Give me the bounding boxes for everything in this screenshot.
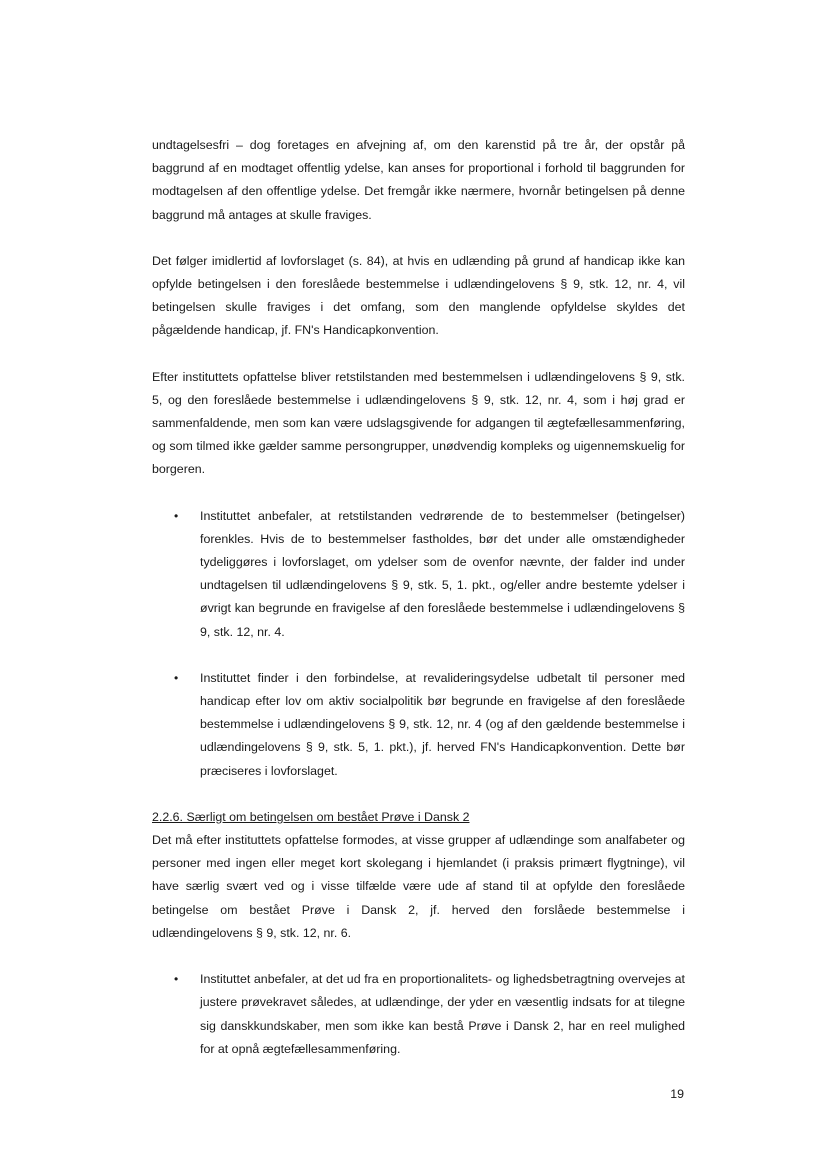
paragraph-proeve-dansk: Det må efter instituttets opfattelse formodes, at visse grupper af udlændinge som analfabeter og personer med ingen eller meget kort skolegang i hjemlandet (i praksis primært flygtninge), vil have særlig svært ved og i visse tilfælde være ude af stand til at opfylde den foreslåede betingelse om bestået Prøve i Dansk 2, jf. herved den forslåede bestemmelse i udlændingelovens § 9, stk. 12, nr. 6. — [152, 833, 685, 940]
bullet-icon: • — [174, 670, 179, 685]
paragraph-handicap: Det følger imidlertid af lovforslaget (s. 84), at hvis en udlænding på grund af handicap ikke kan opfylde betingelsen i den foreslåede bestemmelse i udlændingelovens § 9, stk. 12, nr. 4, vil betingelsen skulle fraviges i det omfang, som den manglende opfyldelse skyldes det pågældende handicap, jf. FN's Handicapkonvention. — [152, 253, 685, 338]
list-item-text: Instituttet anbefaler, at retstilstanden vedrørende de to bestemmelser (betingelser) forenkles. Hvis de to bestemmelser fastholdes, bør det under alle omstændigheder tydeliggøres i lovforslaget, om ydelser som de ovenfor nævnte, der falder ind under undtagelsen til udlændingelovens § 9, stk. 5, 1. pkt., og/eller andre bestemte ydelser i øvrigt kan begrunde en fravigelse af den foreslåede bestemmelse i udlændingelovens § 9, stk. 12, nr. 4. — [200, 508, 685, 639]
list-item-recommendation-simplify — [152, 505, 685, 644]
paragraph-karenstid: undtagelsesfri – dog foretages en afvejning af, om den karenstid på tre år, der opstår på baggrund af en modtaget offentlig ydelse, kan anses for proportional i forhold til baggrunden for modtagelsen af den offentlige ydelse. Det fremgår ikke nærmere, hvornår betingelsen på denne baggrund må antages at skulle fraviges. — [152, 138, 685, 222]
list-item-proevekrav — [152, 968, 685, 1061]
section-heading: 2.2.6. Særligt om betingelsen om bestået Prøve i Dansk 2 — [152, 809, 470, 824]
page-content — [152, 134, 685, 1084]
list-item-text: Instituttet finder i den forbindelse, at revalideringsydelse udbetalt til personer med handicap efter lov om aktiv socialpolitik bør begrunde en fravigelse af den foreslåede bestemmelse i udlændingelovens § 9, stk. 12, nr. 4 (og af den gældende bestemmelse i udlændingelovens § 9, stk. 5, 1. pkt.), jf. herved FN's Handicapkonvention. Dette bør præciseres i lovforslaget. — [200, 670, 685, 778]
paragraph-retstilstand: Efter instituttets opfattelse bliver retstilstanden med bestemmelsen i udlændingelovens § 9, stk. 5, og den foreslåede bestemmelse i udlændingelovens § 9, stk. 12, nr. 4, som i høj grad er sammenfaldende, men som kan være udslagsgivende for adgangen til ægtefællesammenføring, og som tilmed ikke gælder samme persongrupper, unødvendig kompleks og uigennemskuelig for borgeren. — [152, 369, 685, 477]
list-item-text: Instituttet anbefaler, at det ud fra en proportionalitets- og lighedsbetragtning overvejes at justere prøvekravet således, at udlændinge, der yder en væsentlig indsats for at tilegne sig danskkundskaber, men som ikke kan bestå Prøve i Dansk 2, har en reel mulighed for at opnå ægtefællesammenføring. — [200, 972, 685, 1056]
list-item-revalidering — [152, 667, 685, 783]
bullet-icon: • — [174, 972, 179, 987]
page-number: 19 — [670, 1087, 684, 1101]
bullet-icon: • — [174, 508, 179, 523]
